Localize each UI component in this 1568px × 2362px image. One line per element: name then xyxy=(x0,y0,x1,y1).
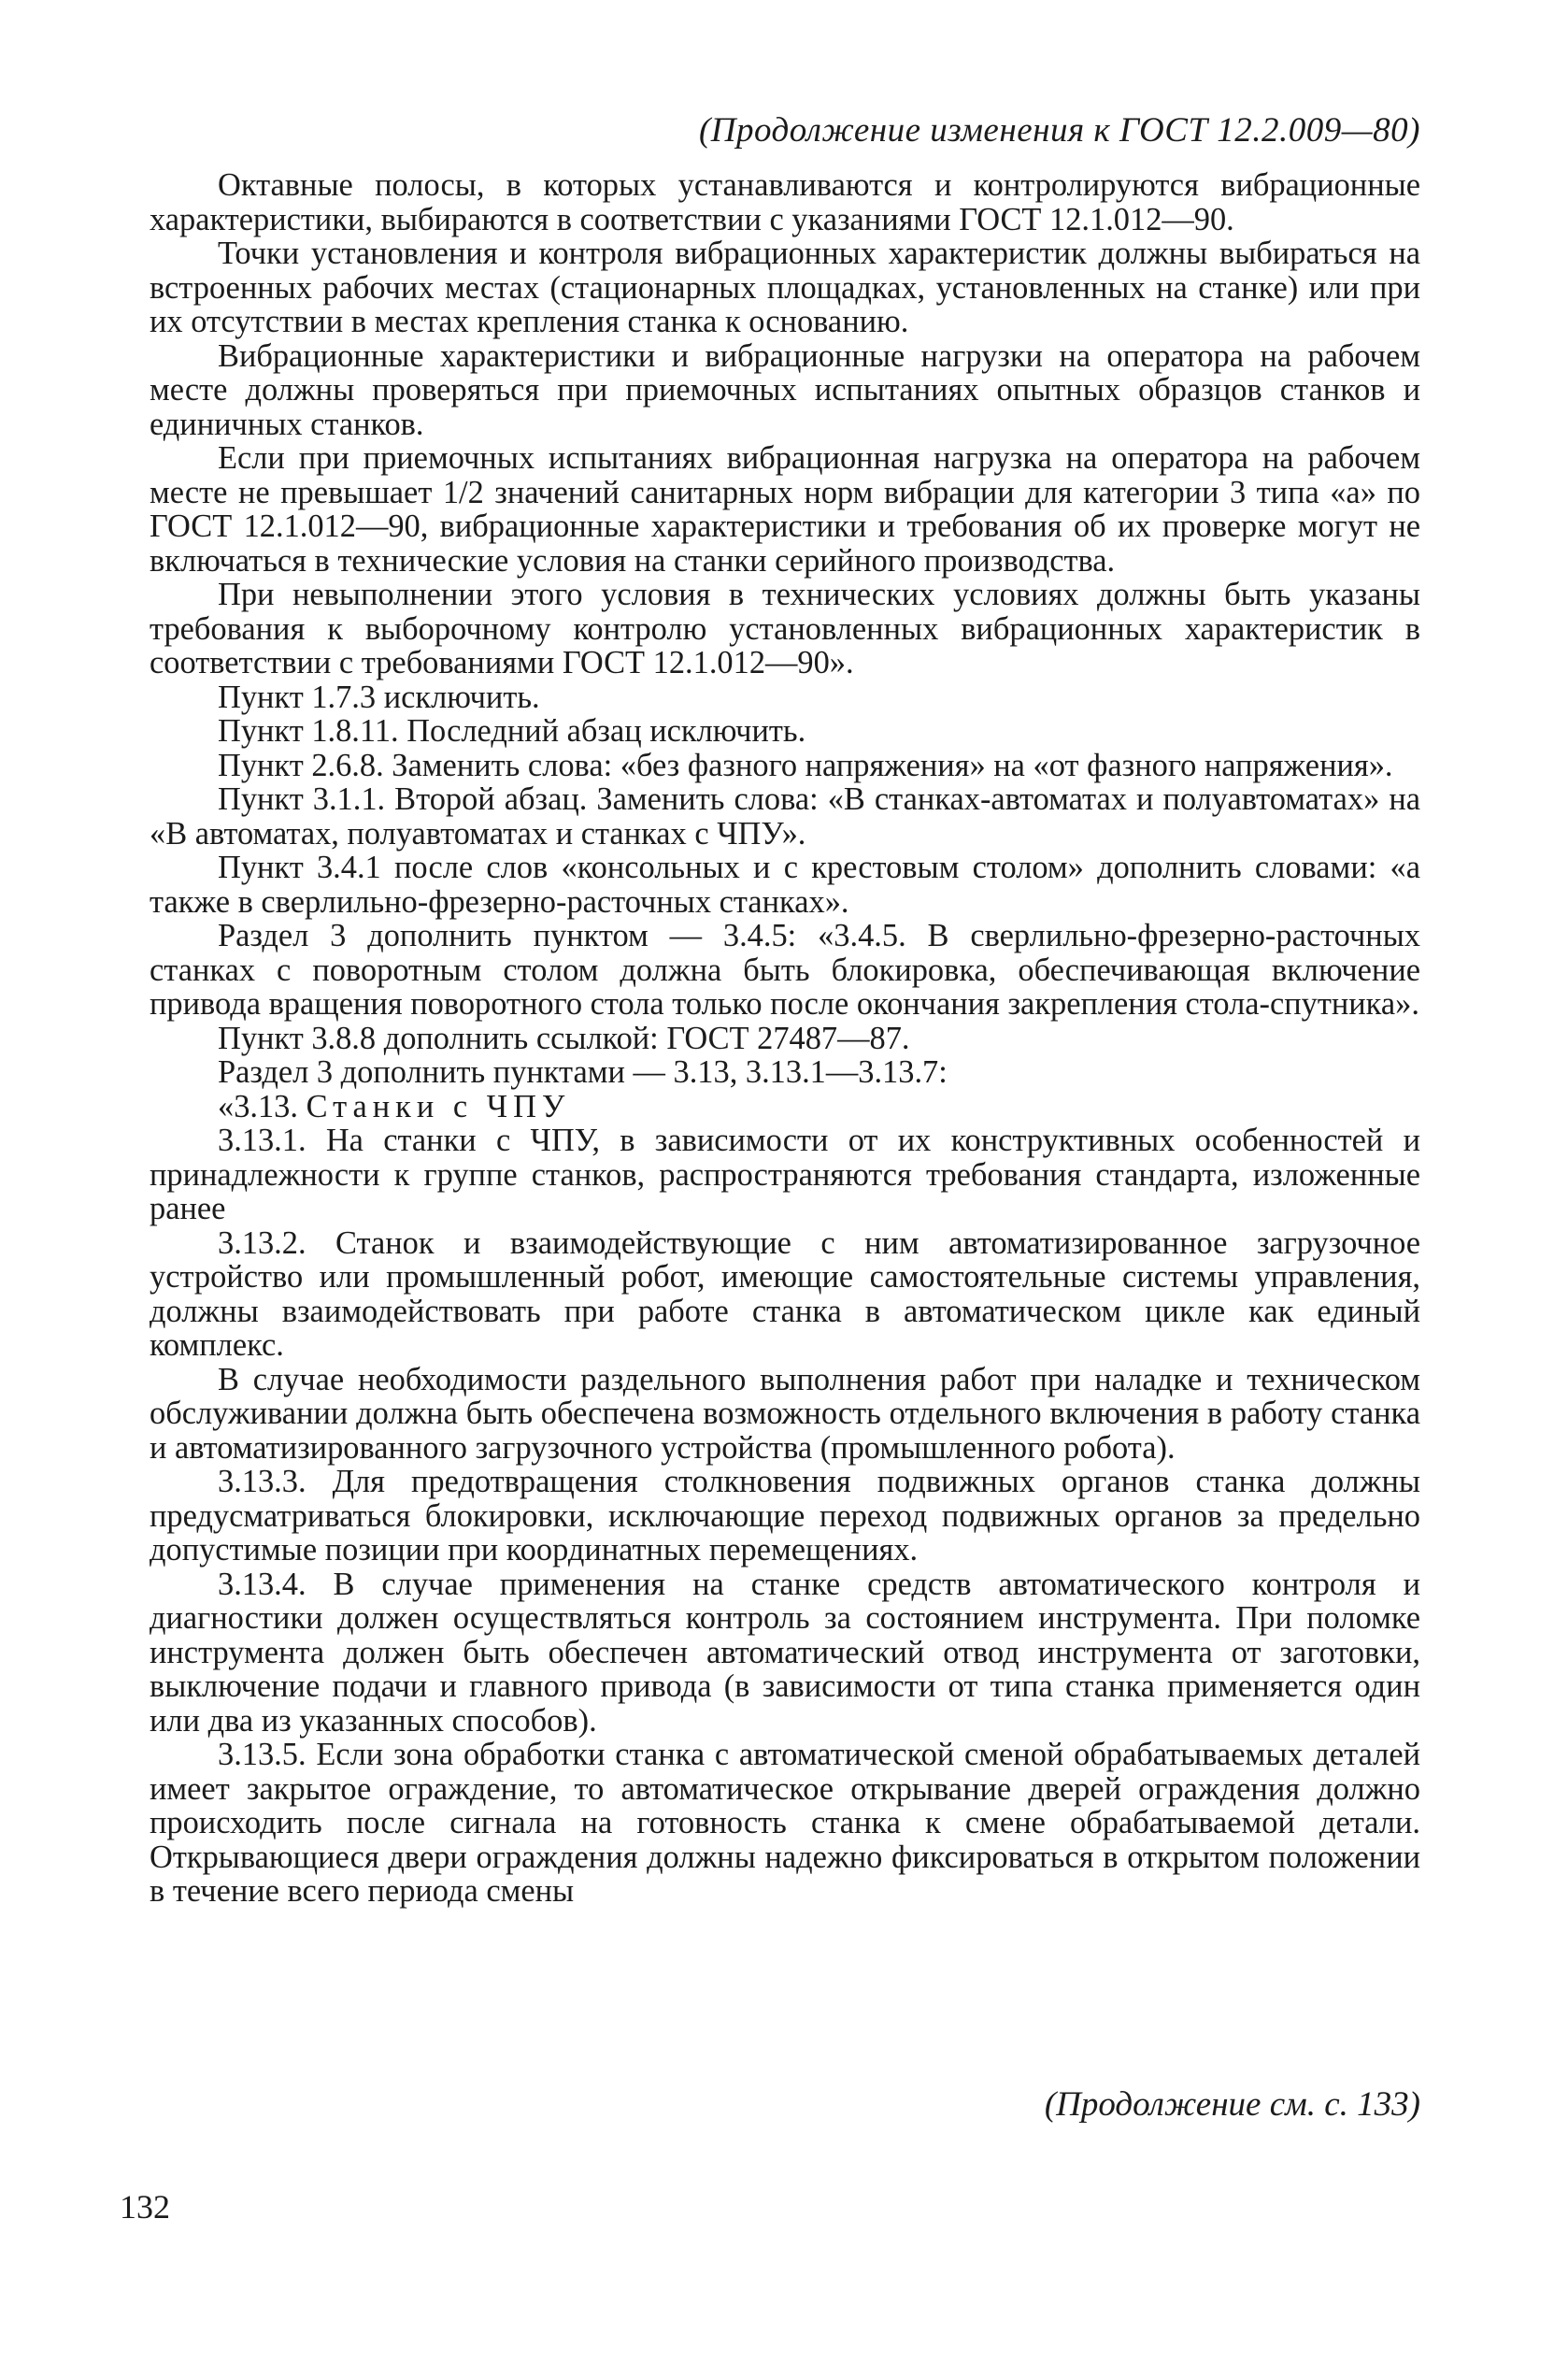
section-heading-prefix: «3.13. xyxy=(218,1088,306,1124)
paragraph: Октавные полосы, в которых устанавливаются и контролируются вибрационные характеристики, выбираются в соответствии с указаниями ГОСТ 12.1.012—90. xyxy=(150,167,1420,237)
paragraph: Пункт 1.7.3 исключить. xyxy=(218,679,540,715)
paragraph: Если при приемочных испытаниях вибрационная нагрузка на оператора на рабочем месте не превышает 1/2 значений санитарных норм вибрации для категории 3 типа «а» по ГОСТ 12.1.012—90, вибрационные характеристики и требования об их проверке могут не включаться в технические условия на станки серийного производства. xyxy=(150,440,1420,579)
page-number: 132 xyxy=(120,2188,170,2226)
paragraph: В случае необходимости раздельного выполнения работ при наладке и техническом обслуживании должна быть обеспечена возможность отдельного включения в работу станка и автоматизированного загрузочного устройства (промышленного робота). xyxy=(150,1361,1420,1466)
paragraph: 3.13.4. В случае применения на станке средств автоматического контроля и диагностики должен осуществляться контроль за состоянием инструмента. При поломке инструмента должен быть обеспечен автоматический отвод инструмента от заготовки, выключение подачи и главного привода (в зависимости от типа станка применяется один или два из указанных способов). xyxy=(150,1566,1420,1739)
paragraph: Пункт 2.6.8. Заменить слова: «без фазного напряжения» на «от фазного напряжения». xyxy=(218,747,1393,783)
paragraph: 3.13.2. Станок и взаимодействующие с ним автоматизированное загрузочное устройство или промышленный робот, имеющие самостоятельные системы управления, должны взаимодействовать при работе станка в автоматическом цикле как единый комплекс. xyxy=(150,1224,1420,1363)
paragraph: Пункт 3.8.8 дополнить ссылкой: ГОСТ 27487—87. xyxy=(218,1020,910,1056)
paragraph: Раздел 3 дополнить пунктом — 3.4.5: «3.4.5. В сверлильно-фрезерно-расточных станках с поворотным столом должна быть блокировка, обеспечивающая включение привода вращения поворотного стола только после окончания закрепления стола-спутника». xyxy=(150,918,1420,1022)
paragraph: При невыполнении этого условия в технических условиях должны быть указаны требования к выборочному контролю установленных вибрационных характеристик в соответствии с требованиями ГОСТ 12.1.012—90». xyxy=(150,577,1420,680)
section-heading xyxy=(150,1090,1420,1124)
paragraph: Пункт 3.4.1 после слов «консольных и с крестовым столом» дополнить словами: «а также в сверлильно-фрезерно-расточных станках». xyxy=(150,850,1420,920)
paragraph: 3.13.1. На станки с ЧПУ, в зависимости от их конструктивных особенностей и принадлежности к группе станков, распространяются требования стандарта, изложенные ранее xyxy=(150,1123,1420,1226)
continuation-note: (Продолжение см. с. 133) xyxy=(1044,2085,1420,2124)
paragraph: Пункт 3.1.1. Второй абзац. Заменить слова: «В станках-автоматах и полуавтоматах» на «В автоматах, полуавтоматах и станках с ЧПУ». xyxy=(150,781,1420,852)
running-header: (Продолжение изменения к ГОСТ 12.2.009—80) xyxy=(698,111,1420,150)
section-heading-title: Станки с ЧПУ xyxy=(306,1088,571,1124)
paragraph: Пункт 1.8.11. Последний абзац исключить. xyxy=(218,713,806,749)
paragraph: Точки установления и контроля вибрационных характеристик должны выбираться на встроенных рабочих местах (стационарных площадках, установленных на станке) или при их отсутствии в местах крепления станка к основанию. xyxy=(150,236,1420,339)
paragraph: Вибрационные характеристики и вибрационные нагрузки на оператора на рабочем месте должны проверяться при приемочных испытаниях опытных образцов станков и единичных станков. xyxy=(150,337,1420,442)
paragraph: Раздел 3 дополнить пунктами — 3.13, 3.13.1—3.13.7: xyxy=(218,1054,948,1090)
paragraph: 3.13.5. Если зона обработки станка с автоматической сменой обрабатываемых деталей имеет закрытое ограждение, то автоматическое открывание дверей ограждения должно происходить после сигнала на готовность станка к смене обрабатываемой детали. Открывающиеся двери ограждения должны надежно фиксироваться в открытом положении в течение всего периода смены xyxy=(150,1737,1420,1909)
paragraph: 3.13.3. Для предотвращения столкновения подвижных органов станка должны предусматриваться блокировки, исключающие переход подвижных органов за предельно допустимые позиции при координатных перемещениях. xyxy=(150,1464,1420,1568)
document-body xyxy=(150,168,1420,1909)
